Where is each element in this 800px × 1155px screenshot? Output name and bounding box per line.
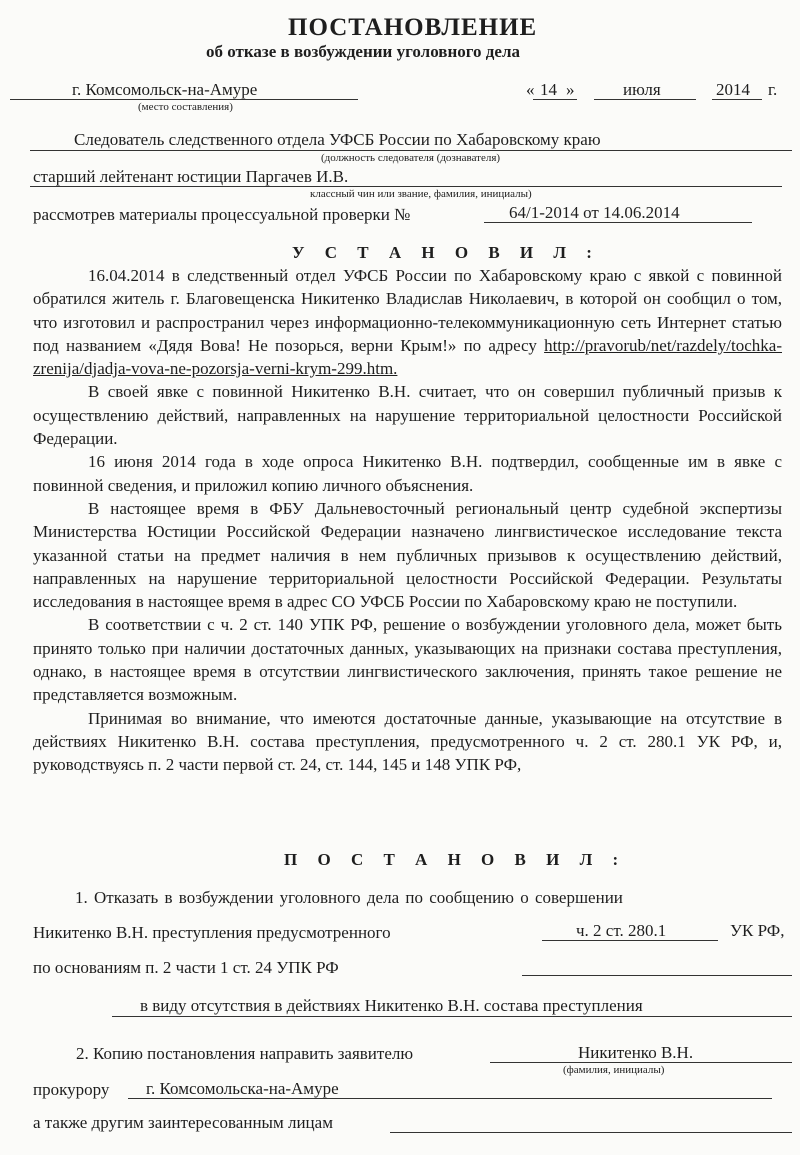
- prosecutor-underline: [128, 1098, 772, 1099]
- others-underline: [390, 1132, 792, 1133]
- date-day: 14: [540, 80, 557, 99]
- rank-caption: классный чин или звание, фамилия, инициалы): [310, 188, 532, 200]
- investigator-position: Следователь следственного отдела УФСБ России по Хабаровскому краю: [74, 130, 601, 149]
- established-paragraph-1: 16.04.2014 в следственный отдел УФСБ России по Хабаровскому краю с явкой с повинной обратился житель г. Благовещенска Никитенко Владислав Николаевич, в которой он сообщил о том, что изготовил и распространил через информационно-телекоммуникационную сеть Интернет статью под названием «Дядя Вова! Не позорься, верни Крым!» по адресу http://pravorub/net/razdely/tochka-zrenija/djadja-vova-ne-pozorsja-verni-krym-299.htm.: [33, 266, 782, 379]
- position-underline: [30, 150, 792, 151]
- date-year-underline: [712, 99, 762, 100]
- reason-underline: [112, 1016, 792, 1017]
- place-caption: (место составления): [138, 101, 233, 113]
- established-paragraph-6: Принимая во внимание, что имеются достаточные данные, указывающие на отсутствие в действиях Никитенко В.Н. состава преступления, предусмотренного ч. 2 ст. 280.1 УК РФ, и, руководствуясь п. 2 части первой ст. 24, ст. 144, 145 и 148 УПК РФ,: [33, 708, 782, 775]
- date-year-suffix: г.: [768, 80, 778, 99]
- date-month-underline: [594, 99, 696, 100]
- document-title: ПОСТАНОВЛЕНИЕ: [288, 14, 538, 41]
- others-label: а также другим заинтересованным лицам: [33, 1113, 333, 1132]
- established-paragraph-5: В соответствии с ч. 2 ст. 140 УПК РФ, решение о возбуждении уголовного дела, может быть принято только при наличии достаточных данных, указывающих на признаки состава преступления, однако, в настоящее время в отсутствии лингвистического заключения, принять такое решение не представляется возможным.: [33, 615, 782, 705]
- article-underline: [542, 940, 718, 941]
- place-value: г. Комсомольск-на-Амуре: [72, 80, 258, 99]
- decision-grounds: по основаниям п. 2 части 1 ст. 24 УПК РФ: [33, 958, 339, 977]
- review-number: 64/1-2014 от 14.06.2014: [509, 203, 680, 222]
- decision-item-1-line-1: 1. Отказать в возбуждении уголовного дела по сообщению о совершении: [75, 888, 623, 907]
- date-close-quote: »: [566, 80, 575, 99]
- rank-underline: [30, 186, 782, 187]
- applicant-caption: (фамилия, инициалы): [563, 1064, 665, 1076]
- place-underline: [10, 99, 358, 100]
- decision-code: УК РФ,: [730, 921, 785, 940]
- decision-article: ч. 2 ст. 280.1: [576, 921, 667, 940]
- article-link[interactable]: http://pravorub/net/razdely/tochka-zrenija/djadja-vova-ne-pozorsja-verni-krym-299.htm.: [33, 335, 782, 379]
- review-label: рассмотрев материалы процессуальной проверки №: [33, 205, 411, 224]
- decision-item-1-line-2: Никитенко В.Н. преступления предусмотренного: [33, 923, 391, 942]
- decision-item-2-label: 2. Копию постановления направить заявителю: [76, 1044, 414, 1063]
- grounds-underline: [522, 975, 792, 976]
- decided-heading: П О С Т А Н О В И Л :: [284, 850, 627, 869]
- position-caption: (должность следователя (дознавателя): [321, 152, 501, 164]
- document-subtitle: об отказе в возбуждении уголовного дела: [206, 42, 520, 61]
- prosecutor-value: г. Комсомольска-на-Амуре: [146, 1079, 339, 1098]
- prosecutor-label: прокурору: [33, 1080, 110, 1099]
- decision-applicant: Никитенко В.Н.: [578, 1043, 694, 1062]
- date-open-quote: «: [526, 80, 535, 99]
- established-body: [33, 264, 782, 777]
- established-paragraph-3: 16 июня 2014 года в ходе опроса Никитенко В.Н. подтвердил, сообщенные им в явке с повинной сведения, и приложил копию личного объяснения.: [33, 452, 782, 495]
- decision-reason: в виду отсутствия в действиях Никитенко В.Н. состава преступления: [140, 996, 643, 1015]
- established-paragraph-4: В настоящее время в ФБУ Дальневосточный региональный центр судебной экспертизы Министерства Юстиции Российской Федерации назначено лингвистическое исследование текста указанной статьи на предмет наличия в нем публичных призывов к осуществлению действий, направленных на нарушение территориальной целостности Российской Федерации. Результаты исследования в настоящее время в адрес СО УФСБ России по Хабаровскому краю не поступили.: [33, 498, 782, 612]
- established-paragraph-2: В своей явке с повинной Никитенко В.Н. считает, что он совершил публичный призыв к осуществлению действий, направленных на нарушение территориальной целостности Российской Федерации.: [33, 382, 782, 449]
- applicant-underline: [490, 1062, 792, 1063]
- date-year: 2014: [716, 80, 750, 99]
- date-month: июля: [623, 80, 661, 99]
- investigator-rank-name: старший лейтенант юстиции Паргачев И.В.: [33, 167, 349, 186]
- established-heading: У С Т А Н О В И Л :: [292, 243, 600, 262]
- date-day-underline: [533, 99, 577, 100]
- review-underline: [484, 222, 752, 223]
